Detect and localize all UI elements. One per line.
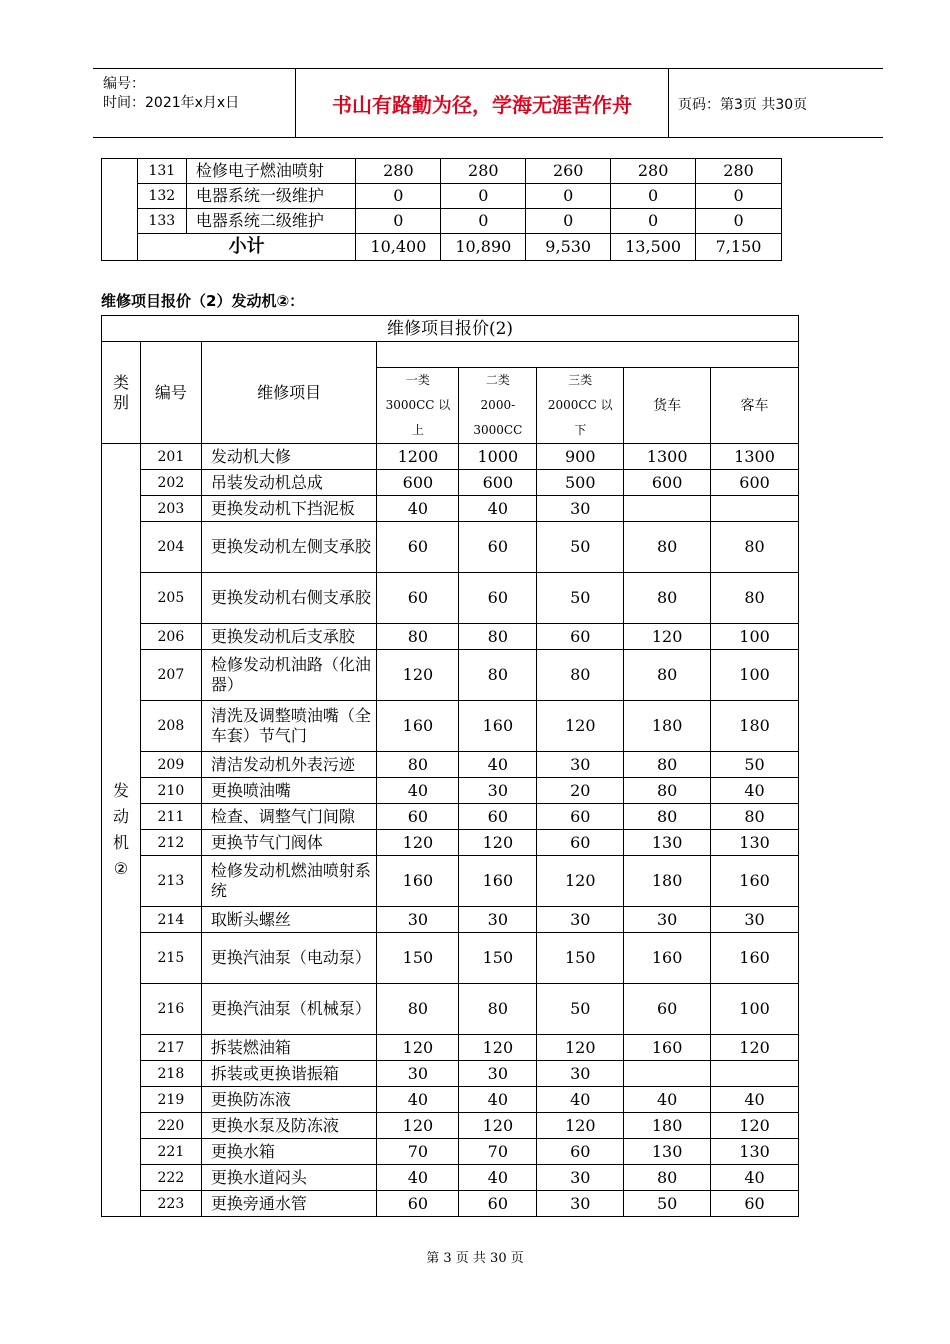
table-row xyxy=(102,1061,799,1087)
price-cell: 60 xyxy=(459,804,537,830)
item-name: 电器系统一级维护 xyxy=(186,184,356,209)
item-name: 更换喷油嘴 xyxy=(201,778,377,804)
price-cell: 160 xyxy=(624,1035,711,1061)
item-code: 133 xyxy=(137,209,186,234)
item-name: 更换发动机右侧支承胶 xyxy=(201,573,377,624)
price-cell: 80 xyxy=(711,522,799,573)
price-cell: 60 xyxy=(537,804,624,830)
price-cell: 0 xyxy=(356,184,441,209)
page-header xyxy=(93,68,883,138)
price-cell: 900 xyxy=(537,444,624,470)
table-row xyxy=(102,1165,799,1191)
price-cell: 40 xyxy=(377,778,459,804)
price-cell: 600 xyxy=(459,470,537,496)
price-cell: 30 xyxy=(537,752,624,778)
price-cell: 30 xyxy=(459,778,537,804)
price-cell: 40 xyxy=(377,1087,459,1113)
table-row xyxy=(102,650,799,701)
price-cell: 40 xyxy=(711,1087,799,1113)
price-cell: 30 xyxy=(537,1165,624,1191)
item-code: 218 xyxy=(140,1061,201,1087)
price-cell: 80 xyxy=(459,624,537,650)
item-code: 214 xyxy=(140,907,201,933)
header-class3: 三类 2000CC 以 下 xyxy=(537,368,624,444)
price-cell: 100 xyxy=(711,624,799,650)
price-cell: 160 xyxy=(459,856,537,907)
header-bus: 客车 xyxy=(711,368,799,444)
price-cell: 500 xyxy=(537,470,624,496)
price-cell: 30 xyxy=(537,907,624,933)
price-cell: 60 xyxy=(624,984,711,1035)
price-cell: 40 xyxy=(459,496,537,522)
table-row xyxy=(102,444,799,470)
subtotal-value: 7,150 xyxy=(696,234,782,261)
price-cell: 150 xyxy=(537,933,624,984)
table-row xyxy=(102,830,799,856)
item-code: 212 xyxy=(140,830,201,856)
item-code: 216 xyxy=(140,984,201,1035)
price-cell: 80 xyxy=(711,573,799,624)
table-row xyxy=(102,752,799,778)
price-cell: 40 xyxy=(377,496,459,522)
price-cell xyxy=(711,496,799,522)
item-name: 更换汽油泵（电动泵） xyxy=(201,933,377,984)
table-row xyxy=(102,159,782,184)
item-code: 217 xyxy=(140,1035,201,1061)
price-cell: 600 xyxy=(711,470,799,496)
subtotal-row xyxy=(102,234,782,261)
item-code: 205 xyxy=(140,573,201,624)
price-cell: 80 xyxy=(459,650,537,701)
table-row xyxy=(102,209,782,234)
table-row xyxy=(102,984,799,1035)
item-name: 更换发动机左侧支承胶 xyxy=(201,522,377,573)
table-row xyxy=(102,1113,799,1139)
price-cell: 50 xyxy=(624,1191,711,1217)
price-cell: 180 xyxy=(711,701,799,752)
price-cell: 30 xyxy=(624,907,711,933)
item-code: 209 xyxy=(140,752,201,778)
header-middle xyxy=(295,69,669,137)
price-cell: 60 xyxy=(459,522,537,573)
price-cell: 120 xyxy=(459,830,537,856)
price-cell: 160 xyxy=(459,701,537,752)
item-name: 发动机大修 xyxy=(201,444,377,470)
table-row xyxy=(102,522,799,573)
price-cell: 600 xyxy=(377,470,459,496)
price-cell: 70 xyxy=(459,1139,537,1165)
price-cell: 120 xyxy=(711,1113,799,1139)
price-cell: 50 xyxy=(537,522,624,573)
table-engine-part1-tail xyxy=(101,158,782,261)
price-cell: 30 xyxy=(377,1061,459,1087)
price-cell: 120 xyxy=(537,856,624,907)
item-name: 更换发动机下挡泥板 xyxy=(201,496,377,522)
price-cell: 60 xyxy=(377,522,459,573)
table-row xyxy=(102,804,799,830)
price-cell: 160 xyxy=(711,933,799,984)
header-class1: 一类 3000CC 以 上 xyxy=(377,368,459,444)
table-row xyxy=(102,701,799,752)
price-cell: 80 xyxy=(377,984,459,1035)
header-blank xyxy=(377,342,799,368)
table-row xyxy=(102,184,782,209)
table-row xyxy=(102,470,799,496)
price-cell: 0 xyxy=(356,209,441,234)
item-name: 清洁发动机外表污迹 xyxy=(201,752,377,778)
price-cell: 120 xyxy=(537,1035,624,1061)
table-row xyxy=(102,573,799,624)
price-cell: 120 xyxy=(377,1113,459,1139)
price-cell: 120 xyxy=(377,650,459,701)
item-name: 检修发动机油路（化油器） xyxy=(201,650,377,701)
table-row xyxy=(102,907,799,933)
item-name: 检修电子燃油喷射 xyxy=(186,159,356,184)
table-row xyxy=(102,1087,799,1113)
price-cell: 80 xyxy=(537,650,624,701)
price-cell: 60 xyxy=(377,804,459,830)
item-code: 201 xyxy=(140,444,201,470)
table-row xyxy=(102,1035,799,1061)
price-cell: 120 xyxy=(377,1035,459,1061)
table-title: 维修项目报价(2) xyxy=(102,316,799,342)
price-cell: 80 xyxy=(624,1165,711,1191)
item-code: 132 xyxy=(137,184,186,209)
item-code: 219 xyxy=(140,1087,201,1113)
price-cell: 60 xyxy=(459,573,537,624)
price-cell: 30 xyxy=(711,907,799,933)
price-cell: 40 xyxy=(537,1087,624,1113)
price-cell: 40 xyxy=(624,1087,711,1113)
price-cell: 100 xyxy=(711,984,799,1035)
price-cell: 60 xyxy=(537,624,624,650)
price-cell: 30 xyxy=(537,496,624,522)
header-right xyxy=(668,69,883,137)
table-row xyxy=(102,624,799,650)
category-label xyxy=(102,444,141,1217)
item-code: 210 xyxy=(140,778,201,804)
price-cell: 30 xyxy=(537,1061,624,1087)
table-row xyxy=(102,496,799,522)
page-footer: 第 3 页 共 30 页 xyxy=(426,1251,524,1266)
header-category: 类 别 xyxy=(102,342,141,444)
price-cell: 60 xyxy=(537,1139,624,1165)
price-cell: 30 xyxy=(459,907,537,933)
item-name: 更换旁通水管 xyxy=(201,1191,377,1217)
price-cell xyxy=(624,496,711,522)
table-row xyxy=(102,933,799,984)
price-cell: 150 xyxy=(377,933,459,984)
price-cell: 130 xyxy=(624,1139,711,1165)
subtotal-value: 10,400 xyxy=(356,234,441,261)
item-code: 221 xyxy=(140,1139,201,1165)
price-cell xyxy=(711,1061,799,1087)
subtotal-label: 小计 xyxy=(137,234,356,261)
price-cell: 30 xyxy=(459,1061,537,1087)
price-cell: 130 xyxy=(624,830,711,856)
header-class2: 二类 2000- 3000CC xyxy=(459,368,537,444)
item-name: 拆装燃油箱 xyxy=(201,1035,377,1061)
price-cell: 0 xyxy=(611,209,696,234)
item-code: 222 xyxy=(140,1165,201,1191)
price-cell: 40 xyxy=(377,1165,459,1191)
item-name: 检修发动机燃油喷射系统 xyxy=(201,856,377,907)
price-cell: 80 xyxy=(459,984,537,1035)
price-cell xyxy=(624,1061,711,1087)
price-cell: 80 xyxy=(377,752,459,778)
price-cell: 0 xyxy=(526,184,611,209)
item-code: 131 xyxy=(137,159,186,184)
price-cell: 1000 xyxy=(459,444,537,470)
price-cell: 40 xyxy=(711,1165,799,1191)
price-cell: 80 xyxy=(624,804,711,830)
price-cell: 120 xyxy=(459,1113,537,1139)
price-cell: 180 xyxy=(624,856,711,907)
price-cell: 50 xyxy=(537,984,624,1035)
category-cell xyxy=(102,159,138,261)
item-name: 更换防冻液 xyxy=(201,1087,377,1113)
price-cell: 80 xyxy=(711,804,799,830)
item-code: 208 xyxy=(140,701,201,752)
price-cell: 120 xyxy=(459,1035,537,1061)
price-cell: 180 xyxy=(624,1113,711,1139)
price-cell: 50 xyxy=(537,573,624,624)
price-cell: 60 xyxy=(711,1191,799,1217)
item-name: 更换水箱 xyxy=(201,1139,377,1165)
price-cell: 60 xyxy=(537,830,624,856)
price-cell: 1300 xyxy=(711,444,799,470)
time-text: 时间：2021年x月x日 xyxy=(103,95,240,111)
price-cell: 130 xyxy=(711,1139,799,1165)
price-cell: 0 xyxy=(526,209,611,234)
table-row xyxy=(102,1191,799,1217)
item-name: 更换发动机后支承胶 xyxy=(201,624,377,650)
category-char: ② xyxy=(113,859,129,878)
price-cell: 50 xyxy=(711,752,799,778)
price-cell: 80 xyxy=(624,522,711,573)
item-name: 检查、调整气门间隙 xyxy=(201,804,377,830)
price-cell: 160 xyxy=(377,701,459,752)
price-cell: 280 xyxy=(611,159,696,184)
subtotal-value: 10,890 xyxy=(441,234,526,261)
price-cell: 80 xyxy=(624,573,711,624)
price-cell: 40 xyxy=(459,752,537,778)
number-label: 编号： xyxy=(103,76,145,92)
item-code: 213 xyxy=(140,856,201,907)
price-cell: 120 xyxy=(624,624,711,650)
price-cell: 100 xyxy=(711,650,799,701)
item-code: 223 xyxy=(140,1191,201,1217)
price-cell: 60 xyxy=(377,1191,459,1217)
price-cell: 280 xyxy=(356,159,441,184)
item-name: 电器系统二级维护 xyxy=(186,209,356,234)
item-code: 203 xyxy=(140,496,201,522)
header-left xyxy=(93,69,295,137)
price-cell: 80 xyxy=(624,752,711,778)
table-engine-part2 xyxy=(101,315,799,1217)
section-title: 维修项目报价（2）发动机②： xyxy=(101,292,305,310)
price-cell: 0 xyxy=(611,184,696,209)
subtotal-value: 9,530 xyxy=(526,234,611,261)
price-cell: 280 xyxy=(441,159,526,184)
price-cell: 0 xyxy=(441,184,526,209)
price-cell: 150 xyxy=(459,933,537,984)
price-cell: 120 xyxy=(537,1113,624,1139)
table-row xyxy=(102,856,799,907)
price-cell: 0 xyxy=(441,209,526,234)
header-truck: 货车 xyxy=(624,368,711,444)
item-name: 清洗及调整喷油嘴（全车套）节气门 xyxy=(201,701,377,752)
price-cell: 1300 xyxy=(624,444,711,470)
price-cell: 30 xyxy=(537,1191,624,1217)
price-cell: 160 xyxy=(624,933,711,984)
price-cell: 0 xyxy=(696,184,782,209)
price-cell: 80 xyxy=(624,650,711,701)
table-row xyxy=(102,1139,799,1165)
table-row xyxy=(102,778,799,804)
price-cell: 1200 xyxy=(377,444,459,470)
price-cell: 0 xyxy=(696,209,782,234)
price-cell: 40 xyxy=(711,778,799,804)
price-cell: 80 xyxy=(377,624,459,650)
price-cell: 20 xyxy=(537,778,624,804)
item-name: 吊装发动机总成 xyxy=(201,470,377,496)
price-cell: 260 xyxy=(526,159,611,184)
item-code: 207 xyxy=(140,650,201,701)
price-cell: 120 xyxy=(377,830,459,856)
price-cell: 280 xyxy=(696,159,782,184)
page-info: 页码：第3页 共30页 xyxy=(678,97,808,113)
item-name: 更换水泵及防冻液 xyxy=(201,1113,377,1139)
price-cell: 30 xyxy=(377,907,459,933)
item-name: 取断头螺丝 xyxy=(201,907,377,933)
header-item: 维修项目 xyxy=(201,342,377,444)
price-cell: 40 xyxy=(459,1165,537,1191)
category-char: 动 xyxy=(112,807,129,826)
header-code: 编号 xyxy=(140,342,201,444)
item-name: 更换节气门阀体 xyxy=(201,830,377,856)
motto: 书山有路勤为径，学海无涯苦作舟 xyxy=(332,93,632,117)
item-code: 206 xyxy=(140,624,201,650)
item-name: 更换汽油泵（机械泵） xyxy=(201,984,377,1035)
price-cell: 60 xyxy=(459,1191,537,1217)
item-code: 204 xyxy=(140,522,201,573)
price-cell: 70 xyxy=(377,1139,459,1165)
item-name: 更换水道闷头 xyxy=(201,1165,377,1191)
price-cell: 80 xyxy=(624,778,711,804)
item-code: 202 xyxy=(140,470,201,496)
category-char: 机 xyxy=(112,833,129,852)
item-code: 220 xyxy=(140,1113,201,1139)
price-cell: 160 xyxy=(711,856,799,907)
price-cell: 120 xyxy=(711,1035,799,1061)
category-char: 发 xyxy=(112,781,129,800)
price-cell: 120 xyxy=(537,701,624,752)
price-cell: 130 xyxy=(711,830,799,856)
price-cell: 40 xyxy=(459,1087,537,1113)
price-cell: 600 xyxy=(624,470,711,496)
price-cell: 160 xyxy=(377,856,459,907)
subtotal-value: 13,500 xyxy=(611,234,696,261)
price-cell: 180 xyxy=(624,701,711,752)
price-cell: 60 xyxy=(377,573,459,624)
item-code: 211 xyxy=(140,804,201,830)
item-name: 拆装或更换谐振箱 xyxy=(201,1061,377,1087)
item-code: 215 xyxy=(140,933,201,984)
